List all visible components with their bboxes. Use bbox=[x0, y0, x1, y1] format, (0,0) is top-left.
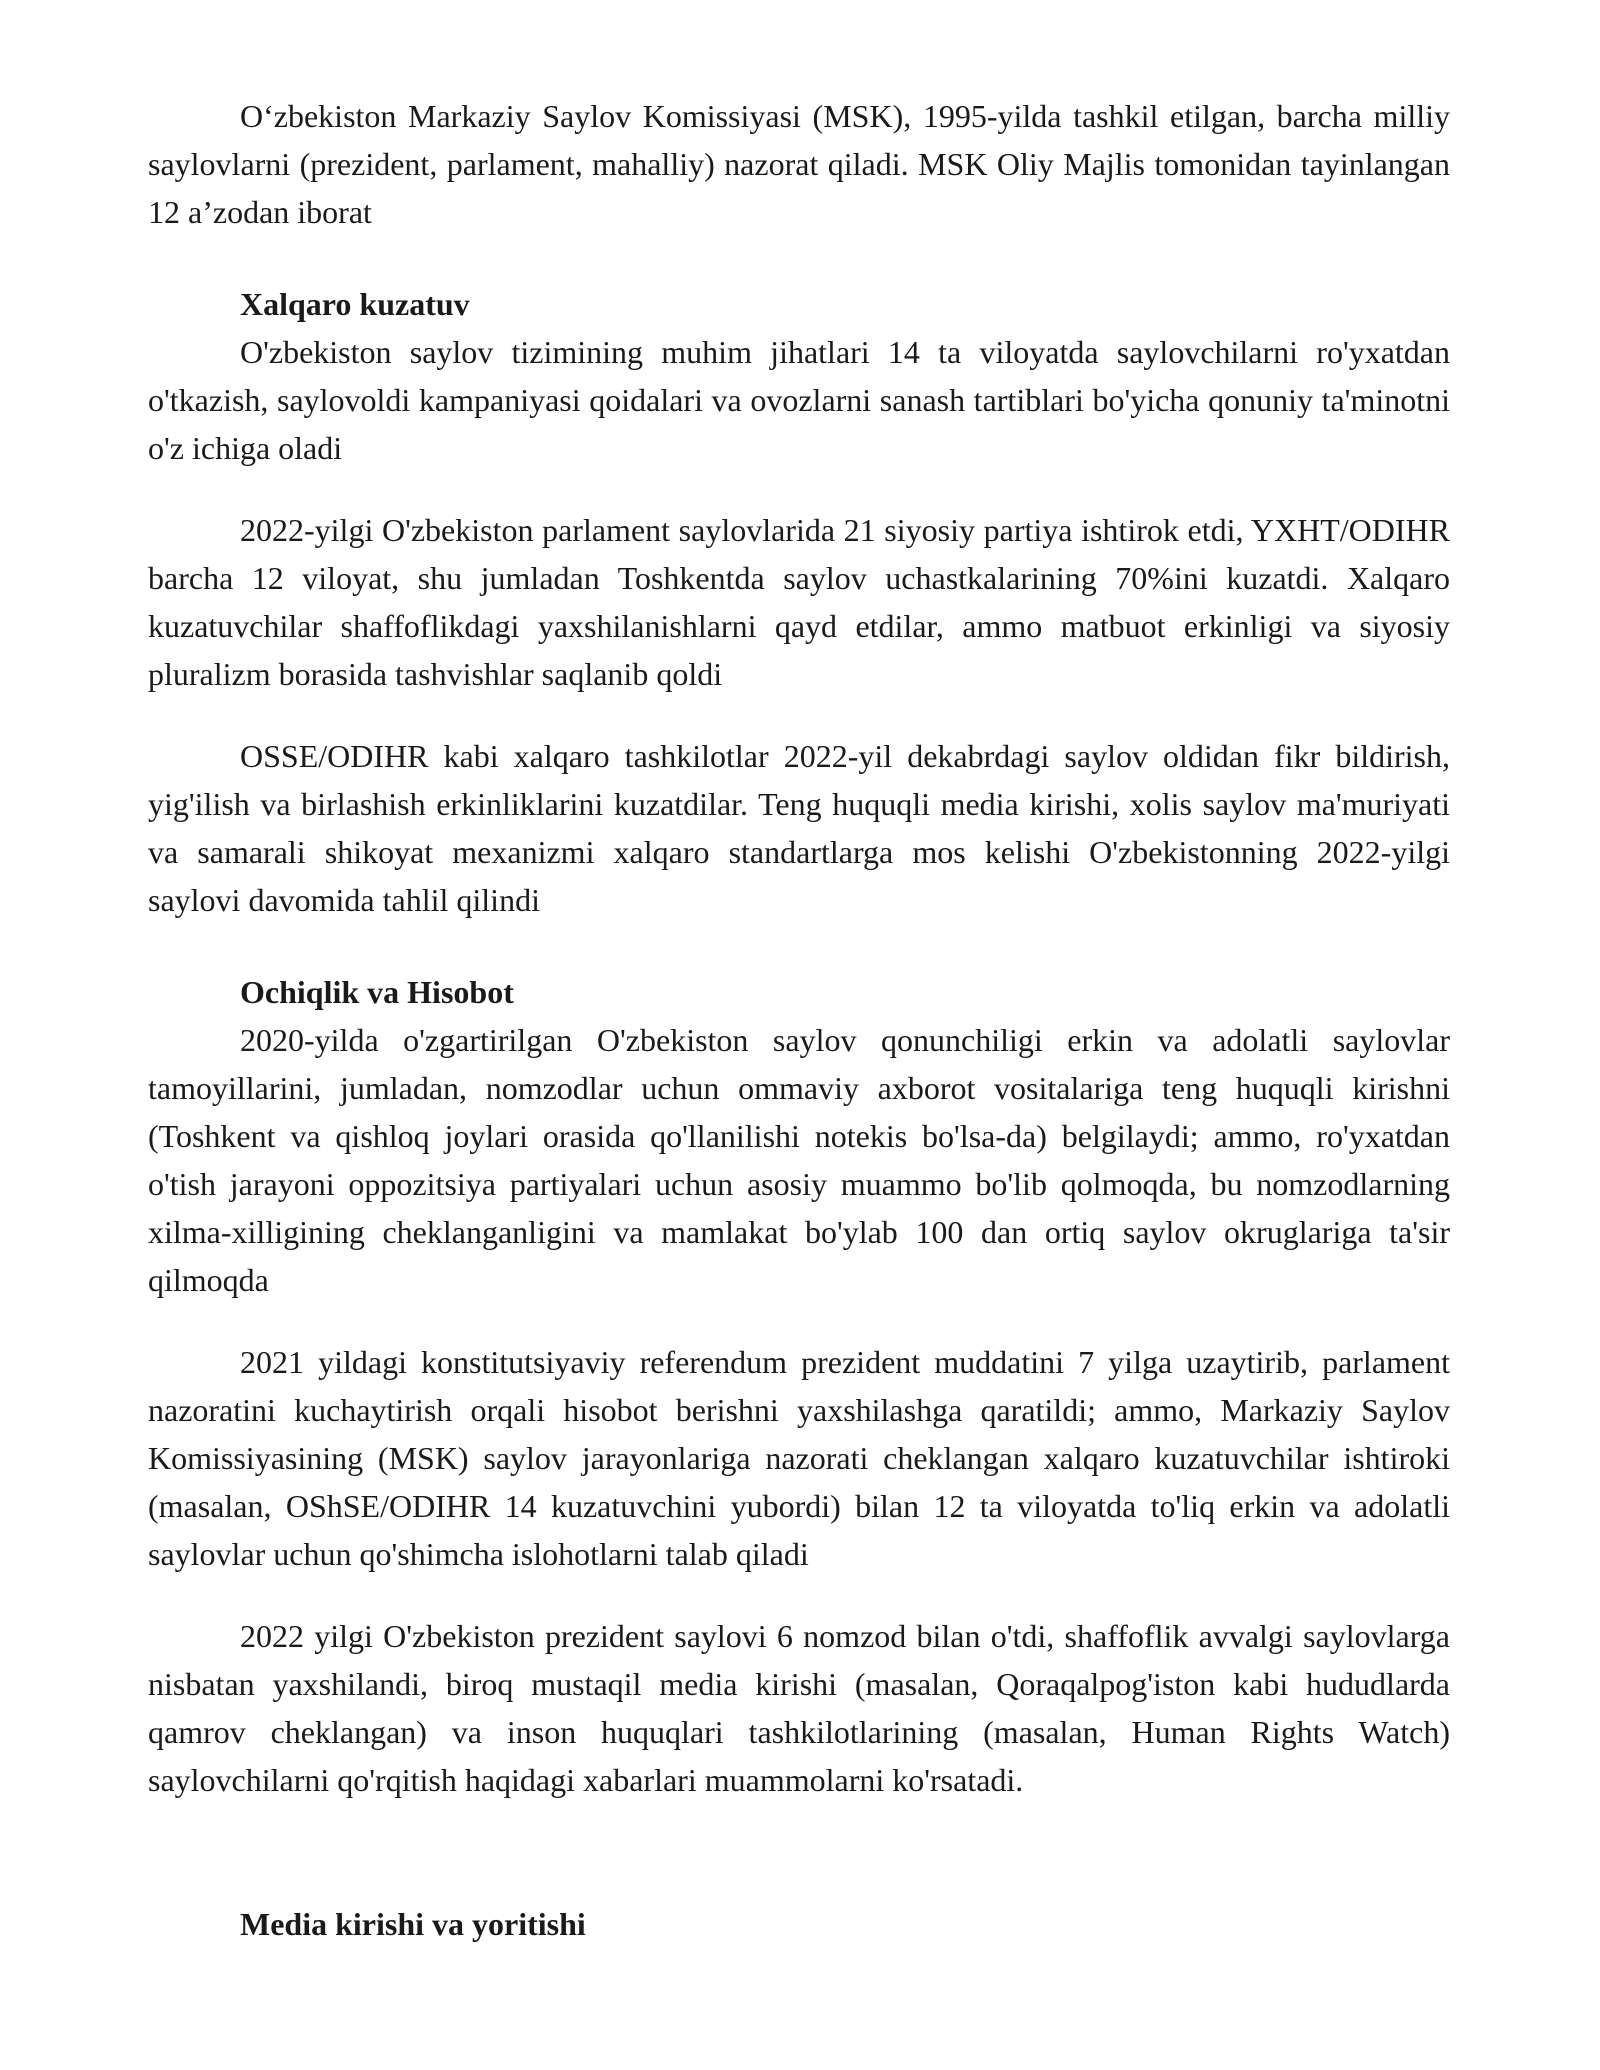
heading-ochiqlik-va-hisobot: Ochiqlik va Hisobot bbox=[240, 974, 514, 1010]
paragraph-parlament-saylovlari: 2022-yilgi O'zbekiston parlament saylovlarida 21 siyosiy partiya ishtirok etdi, YXHT/ODIHR barcha 12 viloyat, shu jumladan Toshkentda saylov uchastkalarining 70%ini kuzatdi. Xalqaro kuzatuvchilar shaffoflikdagi yaxshilanishlarni qayd etdilar, ammo matbuot erkinligi va siyosiy pluralizm borasida tashvishlar saqlanib qoldi bbox=[148, 512, 1450, 692]
heading-xalqaro-kuzatuv: Xalqaro kuzatuv bbox=[240, 286, 470, 322]
paragraph-osse-odihr: OSSE/ODIHR kabi xalqaro tashkilotlar 2022-yil dekabrdagi saylov oldidan fikr bildirish, yig'ilish va birlashish erkinliklarini kuzatdilar. Teng huquqli media kirishi, xolis saylov ma'muriyati va samarali shikoyat mexanizmi xalqaro standartlarga mos kelishi O'zbekistonning 2022-yilgi saylovi davomida tahlil qilindi bbox=[148, 738, 1450, 918]
paragraph-saylov-tizimi: O'zbekiston saylov tizimining muhim jihatlari 14 ta viloyatda saylovchilarni ro'yxatdan o'tkazish, saylovoldi kampaniyasi qoidalari va ovozlarni sanash tartiblari bo'yicha qonuniy ta'minotni o'z ichiga oladi bbox=[148, 334, 1450, 466]
paragraph-prezident-saylovi: 2022 yilgi O'zbekiston prezident saylovi 6 nomzod bilan o'tdi, shaffoflik avvalgi saylovlarga nisbatan yaxshilandi, biroq mustaqil media kirishi (masalan, Qoraqalpog'iston kabi hududlarda qamrov cheklangan) va inson huquqlari tashkilotlarining (masalan, Human Rights Watch) saylovchilarni qo'rqitish haqidagi xabarlari muammolarni ko'rsatadi. bbox=[148, 1618, 1450, 1798]
document-page bbox=[148, 92, 1450, 1948]
paragraph-referendum: 2021 yildagi konstitutsiyaviy referendum prezident muddatini 7 yilga uzaytirib, parlament nazoratini kuchaytirish orqali hisobot berishni yaxshilashga qaratildi; ammo, Markaziy Saylov Komissiyasining (MSK) saylov jarayonlariga nazorati cheklangan xalqaro kuzatuvchilar ishtiroki (masalan, OShSE/ODIHR 14 kuzatuvchini yubordi) bilan 12 ta viloyatda to'liq erkin va adolatli saylovlar uchun qo'shimcha islohotlarni talab qiladi bbox=[148, 1344, 1450, 1572]
heading-media-kirishi: Media kirishi va yoritishi bbox=[240, 1906, 586, 1942]
paragraph-msk-intro: O‘zbekiston Markaziy Saylov Komissiyasi (MSK), 1995-yilda tashkil etilgan, barcha milliy saylovlarni (prezident, parlament, mahalliy) nazorat qiladi. MSK Oliy Majlis tomonidan tayinlangan 12 a’zodan iborat bbox=[148, 98, 1450, 230]
paragraph-saylov-qonunchiligi: 2020-yilda o'zgartirilgan O'zbekiston saylov qonunchiligi erkin va adolatli saylovlar tamoyillarini, jumladan, nomzodlar uchun ommaviy axborot vositalariga teng huquqli kirishni (Toshkent va qishloq joylari orasida qo'llanilishi notekis bo'lsa-da) belgilaydi; ammo, ro'yxatdan o'tish jarayoni oppozitsiya partiyalari uchun asosiy muammo bo'lib qolmoqda, bu nomzodlarning xilma-xilligining cheklanganligini va mamlakat bo'ylab 100 dan ortiq saylov okruglariga ta'sir qilmoqda bbox=[148, 1022, 1450, 1298]
